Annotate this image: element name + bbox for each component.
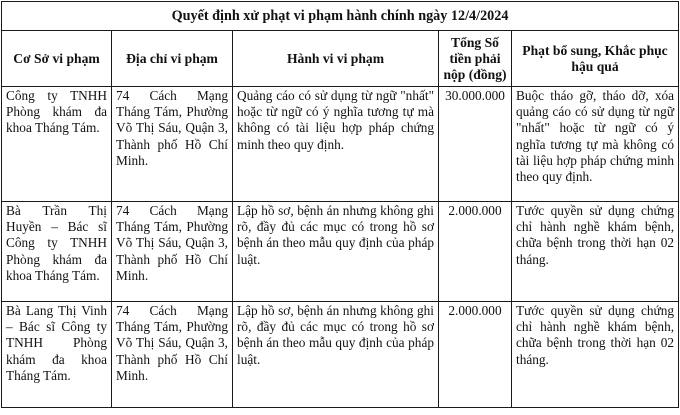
table-row bbox=[2, 87, 679, 202]
cell-address: 74 Cách Mạng Tháng Tám, Phường Võ Thị Sáu, Quận 3, Thành phố Hồ Chí Minh. bbox=[112, 87, 233, 202]
cell-address: 74 Cách Mạng Tháng Tám, Phường Võ Thị Sáu, Quận 3, Thành phố Hồ Chí Minh. bbox=[112, 302, 233, 408]
header-remedy: Phạt bổ sung, Khắc phục hậu quả bbox=[512, 31, 679, 87]
cell-violation: Lập hồ sơ, bệnh án nhưng không ghi rõ, đầy đủ các mục có trong hồ sơ bệnh án theo mẫu quy định của pháp luật. bbox=[233, 202, 439, 302]
cell-remedy: Buộc tháo gỡ, tháo dỡ, xóa quảng cáo có sử dụng từ ngữ "nhất" hoặc từ ngữ có ý nghĩa tương tự mà không có tài liệu hợp pháp chứng minh theo quy định. bbox=[512, 87, 679, 202]
cell-amount: 2.000.000 bbox=[439, 302, 512, 408]
header-violation: Hành vi vi phạm bbox=[233, 31, 439, 87]
cell-amount: 2.000.000 bbox=[439, 202, 512, 302]
header-amount: Tổng Số tiền phải nộp (đồng) bbox=[439, 31, 512, 87]
penalty-decision-table bbox=[1, 1, 679, 408]
cell-violation: Lập hồ sơ, bệnh án nhưng không ghi rõ, đầy đủ các mục có trong hồ sơ bệnh án theo mẫu quy định của pháp luật. bbox=[233, 302, 439, 408]
cell-address: 74 Cách Mạng Tháng Tám, Phường Võ Thị Sáu, Quận 3, Thành phố Hồ Chí Minh. bbox=[112, 202, 233, 302]
cell-remedy: Tước quyền sử dụng chứng chỉ hành nghề khám bệnh, chữa bệnh trong thời hạn 02 tháng. bbox=[512, 202, 679, 302]
cell-facility: Bà Trần Thị Huyền – Bác sĩ Công ty TNHH Phòng khám đa khoa Tháng Tám. bbox=[2, 202, 112, 302]
header-facility: Cơ Sở vi phạm bbox=[2, 31, 112, 87]
table-header-row bbox=[2, 31, 679, 87]
cell-violation: Quảng cáo có sử dụng từ ngữ "nhất" hoặc từ ngữ có ý nghĩa tương tự mà không có tài liệu hợp pháp chứng minh theo quy định. bbox=[233, 87, 439, 202]
cell-facility: Công ty TNHH Phòng khám đa khoa Tháng Tám. bbox=[2, 87, 112, 202]
table-row bbox=[2, 202, 679, 302]
cell-amount: 30.000.000 bbox=[439, 87, 512, 202]
table-row bbox=[2, 302, 679, 408]
table-title-row bbox=[2, 2, 679, 31]
cell-facility: Bà Lang Thị Vinh – Bác sĩ Công ty TNHH Phòng khám đa khoa Tháng Tám. bbox=[2, 302, 112, 408]
header-address: Địa chỉ vi phạm bbox=[112, 31, 233, 87]
cell-remedy: Tước quyền sử dụng chứng chỉ hành nghề khám bệnh, chữa bệnh trong thời hạn 02 tháng. bbox=[512, 302, 679, 408]
table-title: Quyết định xử phạt vi phạm hành chính ngày 12/4/2024 bbox=[2, 2, 679, 31]
